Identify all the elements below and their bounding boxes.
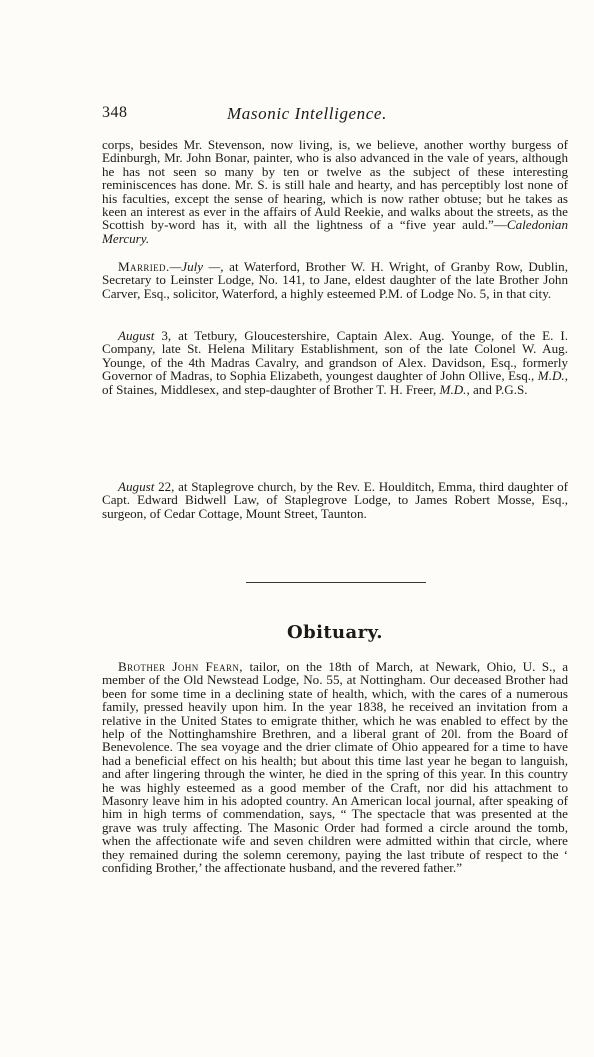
marriage-date: August [118, 328, 155, 343]
degree-abbrev: M.D. [439, 381, 467, 397]
page-number: 348 [102, 104, 128, 121]
obituary-paragraph [102, 660, 568, 875]
marriage-notice-3 [102, 480, 568, 520]
continuation-text: corps, besides Mr. Stevenson, now living, is, we believe, another worthy burgess of Edinburgh, Mr. John Bonar, painter, who is also advanced in the vale of years, although he has not seen so many by ten or twelve as the subject of these interesting reminiscences has done. Mr. S. is still hale and hearty, and has perceptibly lost none of his faculties, except the sense of hearing, which is now rather obtuse; but he takes as keen an interest as ever in the affairs of Auld Reekie, and walks about the streets, as the Scottish by-word has it, with all the lightness of a “five year auld.”— [102, 137, 568, 233]
section-divider [246, 582, 426, 583]
marriage-notice-2 [102, 329, 568, 396]
marriage-text: at Waterford, Brother W. H. Wright, of Granby Row, Dublin, Secretary to Leinster Lodge, No. 141, to Jane, eldest daughter of the late Brother John Carver, Esq., solicitor, Waterford, a highly esteemed P.M. of Lodge No. 5, in that city. [102, 259, 568, 301]
marriage-date: August [118, 479, 155, 494]
obituary-lead: Brother John Fearn, [118, 659, 243, 674]
marriage-text-mid: , of Staines, Middlesex, and step-daughter of Brother T. H. Freer, [102, 368, 568, 397]
source-citation: Caledonian Mercury. [102, 217, 568, 246]
marriage-text-end: , and P.G.S. [466, 381, 528, 397]
marriage-date: —July —, [169, 259, 224, 274]
married-lead: Married. [118, 259, 170, 274]
running-title: Masonic Intelligence. [227, 104, 387, 123]
continuation-paragraph [102, 138, 568, 245]
marriage-text: 22, at Staplegrove church, by the Rev. E. Houlditch, Emma, third daughter of Capt. Edward Bidwell Law, of Staplegrove Lodge, to James Robert Mosse, Esq., surgeon, of Cedar Cottage, Mount Street, Taunton. [102, 479, 568, 521]
obituary-text: tailor, on the 18th of March, at Newark, Ohio, U. S., a member of the Old Newstead Lodge, No. 55, at Nottingham. Our deceased Brother had been for some time in a declining state of health, which, with the cares of a numerous family, pressed heavily upon him. In the year 1838, he received an invitation from a relative in the United States to emigrate thither, which he was enabled to effect by the help of the Nottinghamshire Brethren, and a liberal grant of 20l. from the Board of Benevolence. The sea voyage and the drier climate of Ohio appeared for a time to have had a beneficial effect on his health; but about this time last year he began to languish, and after lingering through the winter, he died in the spring of this year. In this country he was highly esteemed as a good member of the Craft, nor did his attachment to Masonry leave him in his adopted country. An American local journal, after speaking of him in high terms of commendation, says, “ The spectacle that was presented at the grave was truly affecting. The Masonic Order had formed a circle around the tomb, when the affectionate wife and seven children were admitted within that circle, where they remained during the solemn ceremony, paying the last tribute of respect to the ‘ confiding Brother,’ the affectionate husband, and the revered father.” [102, 659, 569, 876]
obituary-heading: Obituary. [287, 622, 383, 643]
marriage-notice-1 [102, 260, 568, 300]
page-header [102, 104, 512, 126]
marriage-text: 3, at Tetbury, Gloucestershire, Captain Alex. Aug. Younge, of the E. I. Company, late St. Helena Military Establishment, son of the late Colonel W. Aug. Younge, of the 4th Madras Cavalry, and grandson of Alex. Davidson, Esq., formerly Governor of Madras, to Sophia Elizabeth, youngest daughter of John Ollive, Esq., [102, 328, 568, 384]
degree-abbrev: M.D. [537, 368, 565, 384]
